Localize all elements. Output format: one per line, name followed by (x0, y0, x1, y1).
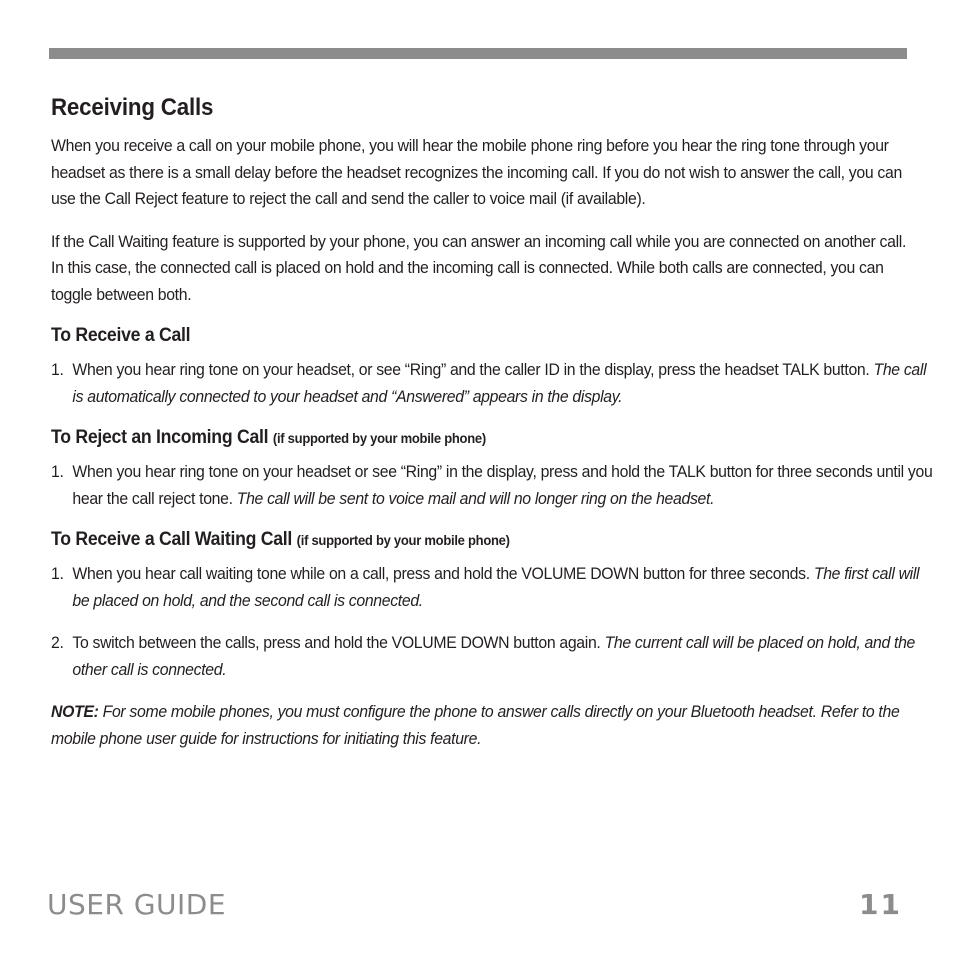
section-heading-reject-call (51, 426, 849, 450)
step-text: When you hear call waiting tone while on a call, press and hold the VOLUME DOWN button for three seconds. (72, 564, 814, 583)
step-text: When you hear ring tone on your headset, or see “Ring” and the caller ID in the display, press the headset TALK button. (72, 360, 874, 379)
section-heading-call-waiting (51, 528, 849, 552)
section-heading-text: To Receive a Call Waiting Call (51, 529, 293, 550)
step-receive-call-1 (51, 357, 933, 410)
step-call-waiting-2 (51, 630, 933, 683)
step-text: When you hear ring tone on your headset or see “Ring” in the display, press and hold the TALK button for three seconds until you hear the call reject tone. (72, 462, 933, 508)
step-number: 1. (51, 564, 64, 583)
section-heading-note: (if supported by your mobile phone) (272, 430, 486, 446)
footer-user-guide-label: USER GUIDE (47, 888, 227, 921)
step-result-text: The call is automatically connected to your headset and “Answered” appears in the display. (72, 360, 927, 406)
top-divider-bar (49, 48, 907, 59)
intro-paragraph-2: If the Call Waiting feature is supported by your phone, you can answer an incoming call while you are connected on another call. In this case, the connected call is placed on hold and the incoming call is connected. While both calls are connected, you can toggle between both. (51, 231, 907, 304)
content-area (51, 93, 933, 752)
section-heading-receive-call (51, 324, 849, 348)
intro-paragraph-1: When you receive a call on your mobile phone, you will hear the mobile phone ring before you hear the ring tone through your headset as there is a small delay before the headset recognizes the incoming call. If you do not wish to answer the call, you can use the Call Reject feature to reject the call and send the caller to voice mail (if available). (51, 136, 902, 208)
page-number: 11 (859, 888, 902, 921)
step-result-text: The current call will be placed on hold, and the other call is connected. (72, 633, 916, 679)
step-text: To switch between the calls, press and hold the VOLUME DOWN button again. (72, 633, 605, 652)
step-number: 1. (51, 462, 64, 481)
step-number: 1. (51, 360, 64, 379)
step-result-text: The first call will be placed on hold, and the second call is connected. (72, 564, 920, 610)
page-title: Receiving Calls (51, 94, 214, 121)
note-paragraph (51, 699, 911, 752)
section-heading-text: To Reject an Incoming Call (51, 427, 269, 448)
note-text: For some mobile phones, you must configure the phone to answer calls directly on your Bluetooth headset. Refer to the mobile phone user guide for instructions for initiating this feature. (51, 702, 900, 748)
note-label: NOTE: (51, 702, 99, 721)
step-reject-call-1 (51, 459, 933, 512)
step-number: 2. (51, 633, 64, 652)
section-heading-note: (if supported by your mobile phone) (296, 532, 510, 548)
step-result-text: The call will be sent to voice mail and will no longer ring on the headset. (236, 488, 715, 508)
step-call-waiting-1 (51, 561, 933, 614)
section-heading-text: To Receive a Call (51, 325, 191, 346)
